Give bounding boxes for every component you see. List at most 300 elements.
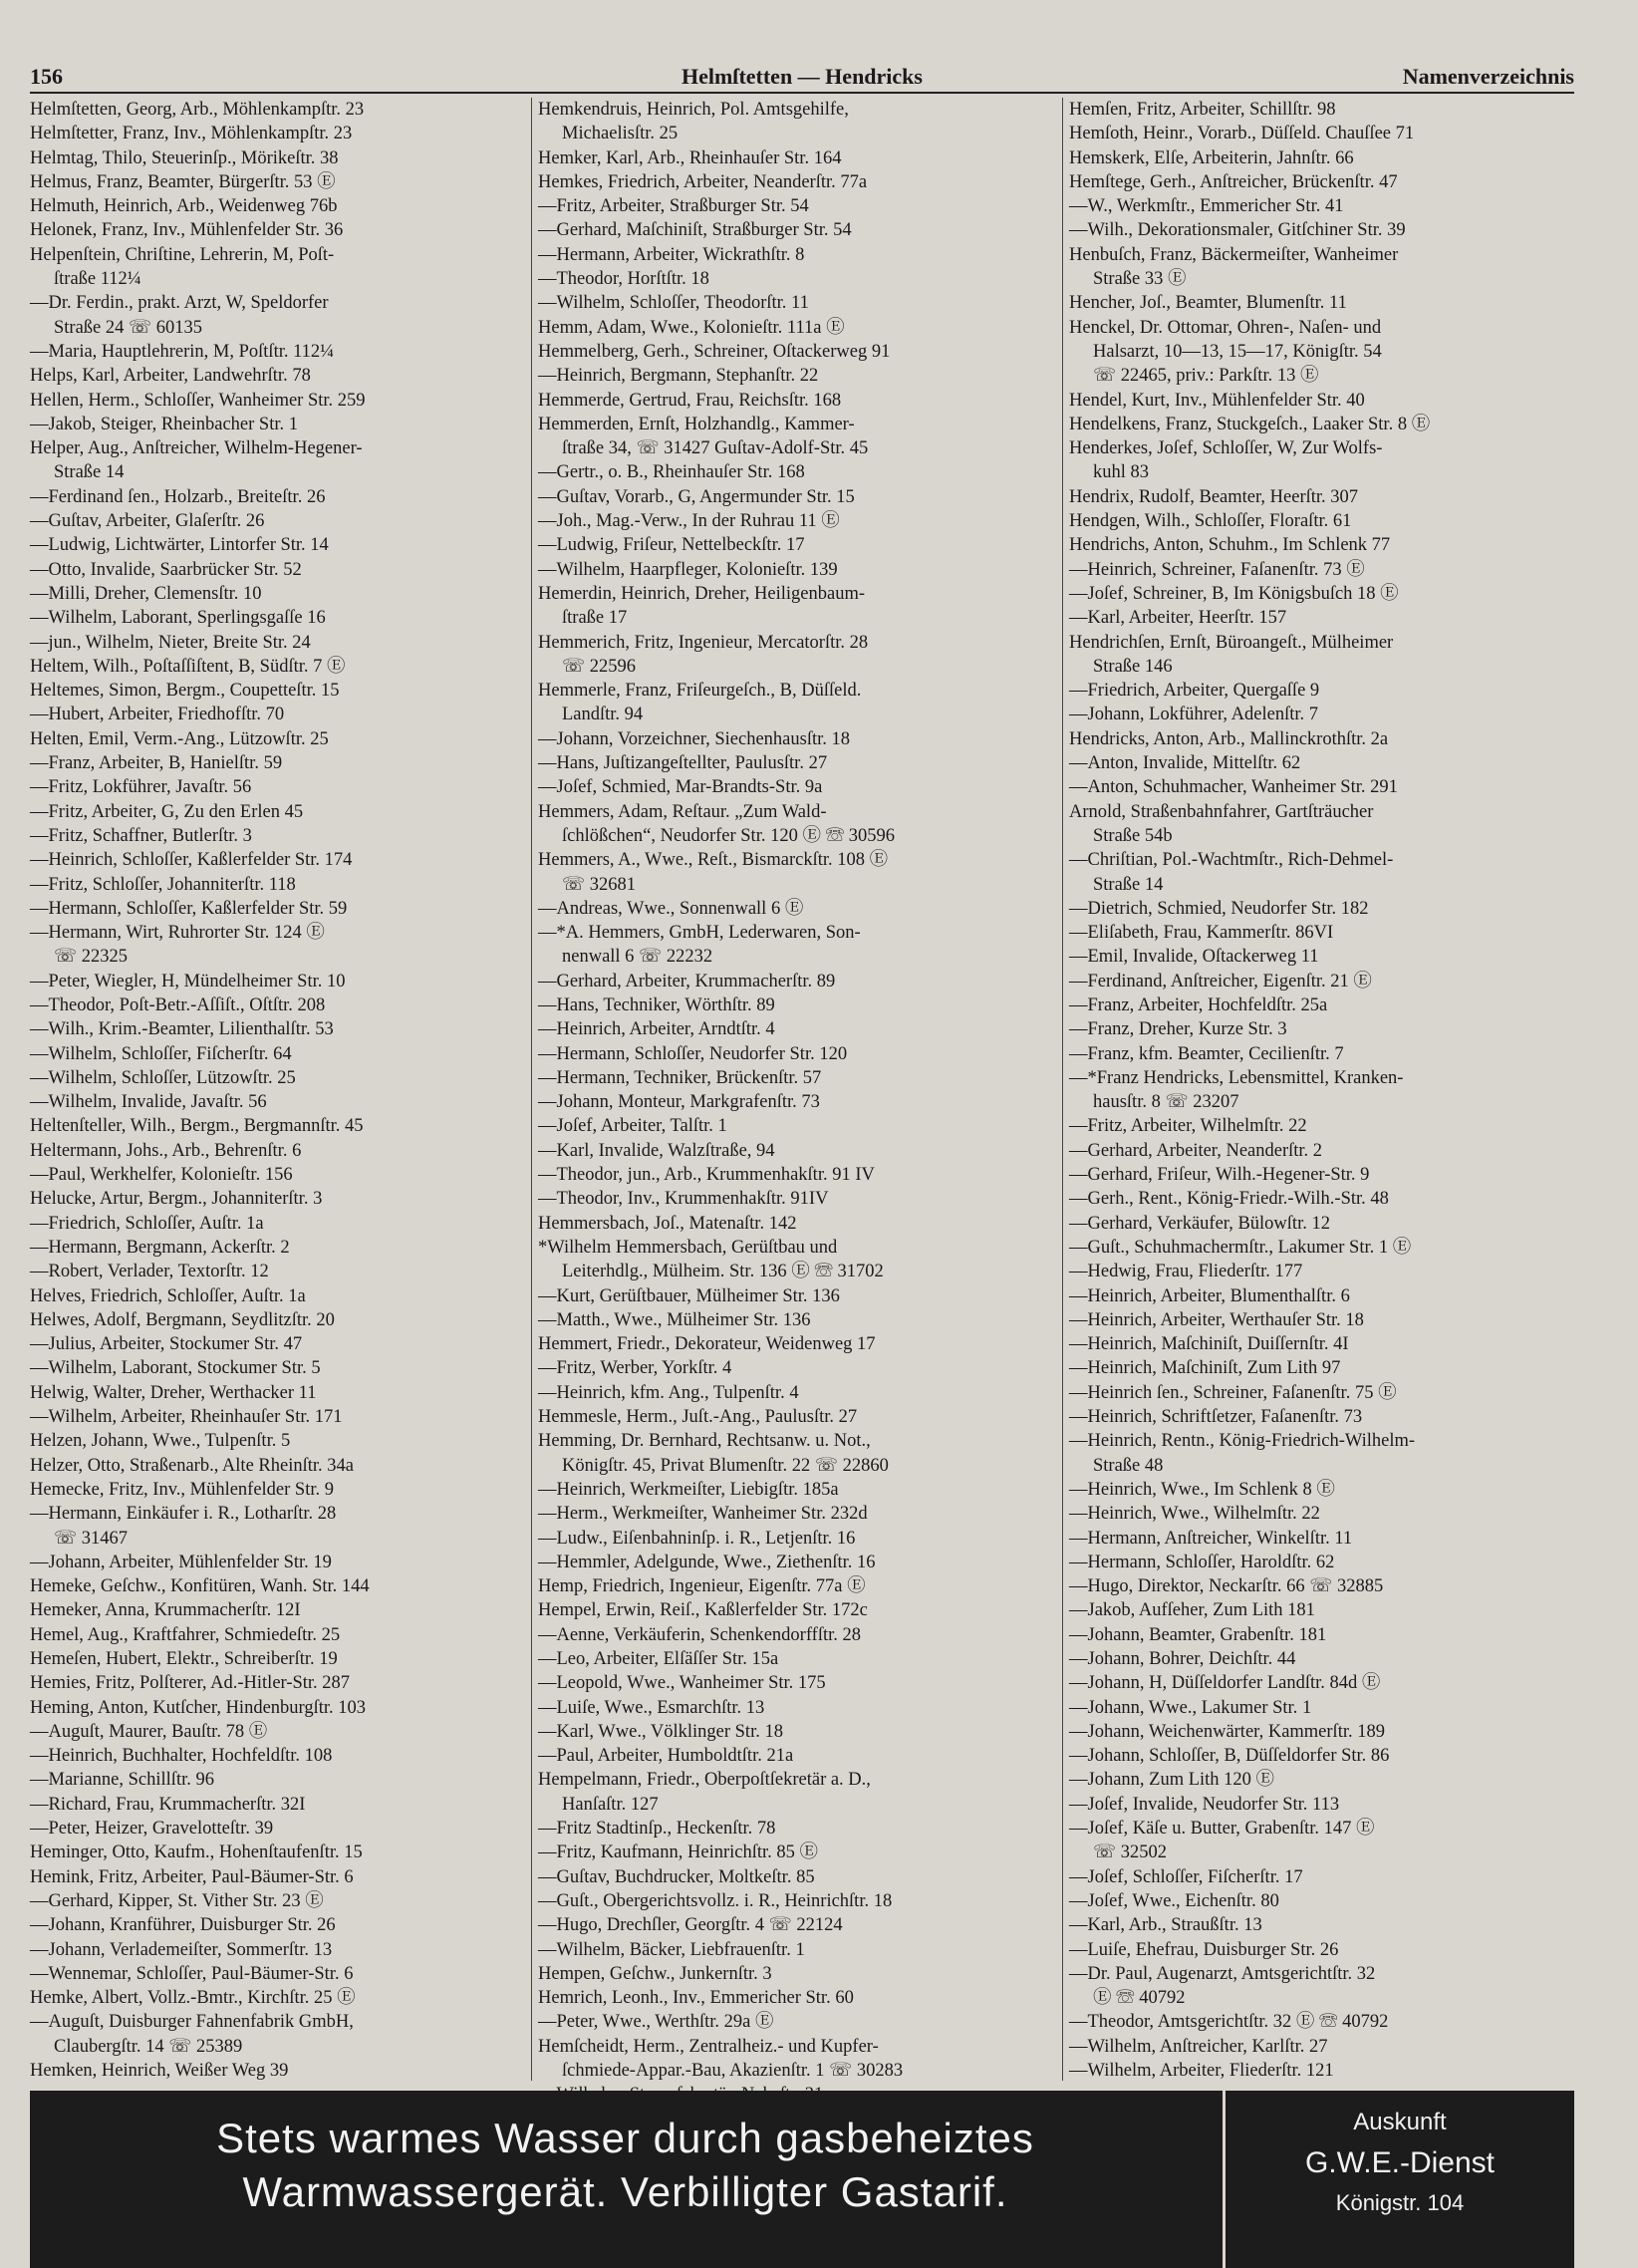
entry-continuation-line: ☏ 22325 xyxy=(54,947,129,968)
directory-entry xyxy=(538,558,1061,582)
entry-line: —Wilhelm, Arbeiter, Fliederſtr. 121 xyxy=(1069,2061,1334,2082)
directory-entry xyxy=(1069,751,1581,775)
entry-continuation-line: Claubergſtr. 14 ☏ 25389 xyxy=(54,2036,243,2057)
entry-line: —Heinrich, Wwe., Im Schlenk 8 Ⓔ xyxy=(1069,1479,1335,1500)
entry-line: —Johann, Weichenwärter, Kammerſtr. 189 xyxy=(1069,1721,1385,1742)
entry-line: —Joſef, Schreiner, B, Im Königsbuſch 18 Ⓔ xyxy=(1069,583,1399,604)
directory-entry xyxy=(1069,848,1581,897)
entry-line: —Johann, Zum Lith 120 Ⓔ xyxy=(1069,1770,1275,1791)
entry-line: —Wilhelm, Schloſſer, Lützowſtr. 25 xyxy=(30,1067,296,1088)
entry-line: —Gerhard, Verkäufer, Bülowſtr. 12 xyxy=(1069,1213,1330,1234)
entry-line: —Wilhelm, Haarpfleger, Kolonieſtr. 139 xyxy=(538,559,838,580)
running-title: Helmſtetten — Hendricks xyxy=(682,64,923,89)
directory-entry xyxy=(538,533,1061,557)
directory-entry xyxy=(30,703,523,726)
entry-line: —Kurt, Gerüſtbauer, Mülheimer Str. 136 xyxy=(538,1285,840,1306)
entry-line: —Joſef, Schmied, Mar-Brandts-Str. 9a xyxy=(538,777,823,798)
entry-line: Hemink, Fritz, Arbeiter, Paul-Bäumer-Str. 6 xyxy=(30,1866,354,1887)
directory-entry xyxy=(538,1696,1061,1720)
entry-line: —Ludwig, Friſeur, Nettelbeckſtr. 17 xyxy=(538,535,805,556)
directory-entry xyxy=(30,655,523,679)
entry-line: —Johann, Monteur, Markgrafenſtr. 73 xyxy=(538,1092,820,1113)
entry-line: —Hermann, Arbeiter, Wickrathſtr. 8 xyxy=(538,244,805,265)
directory-entry xyxy=(1069,679,1581,703)
directory-entry xyxy=(1069,1212,1581,1236)
directory-entry xyxy=(538,1551,1061,1574)
entry-continuation-line: nenwall 6 ☏ 22232 xyxy=(562,947,713,968)
directory-entry xyxy=(1069,1381,1581,1405)
directory-entry xyxy=(30,1574,523,1598)
directory-entry xyxy=(30,1720,523,1744)
entry-line: Hempel, Erwin, Reiſ., Kaßlerfelder Str. 172c xyxy=(538,1600,868,1621)
directory-entry xyxy=(538,2035,1061,2084)
entry-line: —Guſtav, Vorarb., G, Angermunder Str. 15 xyxy=(538,486,855,507)
entry-line: Heming, Anton, Kutſcher, Hindenburgſtr. 103 xyxy=(30,1697,367,1718)
directory-entry xyxy=(1069,1744,1581,1768)
directory-entry xyxy=(1069,1938,1581,1962)
directory-entry xyxy=(1069,2035,1581,2059)
entry-line: —Paul, Werkhelfer, Kolonieſtr. 156 xyxy=(30,1165,293,1186)
entry-line: Helper, Aug., Anſtreicher, Wilhelm-Hegener- xyxy=(30,438,363,459)
entry-line: Hemmesle, Herm., Juſt.-Ang., Paulusſtr. 27 xyxy=(538,1407,858,1428)
directory-entry xyxy=(538,1865,1061,1889)
directory-entry xyxy=(1069,1768,1581,1792)
entry-line: —Marianne, Schillſtr. 96 xyxy=(30,1770,214,1791)
directory-entry xyxy=(1069,146,1581,170)
entry-line: —Gerhard, Kipper, St. Vither Str. 23 Ⓔ xyxy=(30,1890,324,1911)
directory-entry xyxy=(30,1623,523,1647)
entry-continuation-line: ☏ 31467 xyxy=(54,1528,129,1549)
entry-line: —Leo, Arbeiter, Elſäſſer Str. 15a xyxy=(538,1649,779,1669)
entry-line: —Fritz, Werber, Yorkſtr. 4 xyxy=(538,1358,732,1379)
entry-line: —Karl, Arbeiter, Heerſtr. 157 xyxy=(1069,608,1287,629)
directory-entry xyxy=(30,1308,523,1332)
entry-line: Helucke, Artur, Bergm., Johanniterſtr. 3 xyxy=(30,1189,323,1210)
directory-entry xyxy=(1069,1187,1581,1211)
entry-line: Hemker, Karl, Arb., Rheinhauſer Str. 164 xyxy=(538,147,842,168)
directory-entry xyxy=(538,170,1061,194)
slogan-line-1: Stets warmes Wasser durch gasbeheiztes xyxy=(216,2115,1034,2161)
directory-entry xyxy=(1069,993,1581,1017)
entry-continuation-line: ☏ 32502 xyxy=(1093,1843,1168,1863)
directory-entry xyxy=(30,1768,523,1792)
directory-entry xyxy=(538,1574,1061,1598)
directory-entry xyxy=(538,1671,1061,1695)
entry-line: —Hermann, Schloſſer, Neudorfer Str. 120 xyxy=(538,1043,848,1064)
entry-line: Hempelmann, Friedr., Oberpoſtſekretär a. D., xyxy=(538,1770,871,1791)
directory-entry xyxy=(1069,1696,1581,1720)
directory-entry xyxy=(538,1913,1061,1937)
entry-continuation-line: ſtraße 34, ☏ 31427 Guſtav-Adolf-Str. 45 xyxy=(562,438,869,459)
directory-entry xyxy=(30,606,523,630)
directory-entry xyxy=(30,1962,523,1986)
directory-entry xyxy=(538,1841,1061,1864)
entry-line: Hemmert, Friedr., Dekorateur, Weidenweg 17 xyxy=(538,1334,876,1355)
directory-entry xyxy=(1069,1478,1581,1502)
entry-line: Hemſcheidt, Herm., Zentralheiz.- und Kupfer- xyxy=(538,2036,879,2057)
entry-line: Hemerdin, Heinrich, Dreher, Heiligenbaum- xyxy=(538,583,866,604)
entry-line: —Johann, Arbeiter, Mühlenfelder Str. 19 xyxy=(30,1552,332,1572)
entry-line: Helps, Karl, Arbeiter, Landwehrſtr. 78 xyxy=(30,366,311,387)
directory-entry xyxy=(30,1478,523,1502)
entry-line: Hendel, Kurt, Inv., Mühlenfelder Str. 40 xyxy=(1069,390,1365,411)
entry-line: Hemeker, Anna, Krummacherſtr. 12I xyxy=(30,1600,301,1621)
directory-entry xyxy=(1069,1817,1581,1865)
entry-line: —Chriſtian, Pol.-Wachtmſtr., Rich-Dehmel- xyxy=(1069,850,1394,871)
entry-line: Hendrichs, Anton, Schuhm., Im Schlenk 77 xyxy=(1069,535,1391,556)
entry-line: Henckel, Dr. Ottomar, Ohren-, Naſen- und xyxy=(1069,317,1382,338)
entry-line: —Peter, Wwe., Werthſtr. 29a Ⓔ xyxy=(538,2012,774,2033)
entry-line: *Wilhelm Hemmersbach, Gerüſtbau und xyxy=(538,1237,838,1258)
directory-entry xyxy=(1069,1527,1581,1551)
directory-entry xyxy=(30,1696,523,1720)
directory-entry xyxy=(1069,1502,1581,1526)
directory-entry xyxy=(538,1598,1061,1622)
directory-entry xyxy=(30,1090,523,1114)
directory-entry xyxy=(30,1017,523,1041)
entry-line: Hendricks, Anton, Arb., Mallinckrothſtr. 2a xyxy=(1069,728,1389,749)
entry-continuation-line: Straße 14 xyxy=(54,462,125,483)
entry-line: —Wilhelm, Anſtreicher, Karlſtr. 27 xyxy=(1069,2036,1328,2057)
directory-entry xyxy=(1069,1260,1581,1283)
entry-continuation-line: ☏ 22596 xyxy=(562,656,637,677)
entry-line: —Richard, Frau, Krummacherſtr. 32I xyxy=(30,1794,306,1815)
directory-entry xyxy=(1069,1574,1581,1598)
directory-entry xyxy=(1069,606,1581,630)
entry-line: —Gerh., Rent., König-Friedr.-Wilh.-Str. 48 xyxy=(1069,1189,1389,1210)
entry-line: —Friedrich, Arbeiter, Quergaſſe 9 xyxy=(1069,681,1320,702)
directory-entry xyxy=(538,1042,1061,1066)
directory-entry xyxy=(30,751,523,775)
directory-entry xyxy=(1069,436,1581,485)
entry-line: Hemmerle, Franz, Friſeurgeſch., B, Düſſeld. xyxy=(538,681,862,702)
entry-continuation-line: kuhl 83 xyxy=(1093,462,1150,483)
entry-line: —Fritz, Arbeiter, Straßburger Str. 54 xyxy=(538,196,809,217)
directory-entry xyxy=(538,1768,1061,1817)
directory-entry xyxy=(538,267,1061,291)
directory-entry xyxy=(1069,1889,1581,1913)
entry-line: Hemecke, Fritz, Inv., Mühlenfelder Str. 9 xyxy=(30,1479,334,1500)
entry-line: Hemke, Albert, Vollz.-Bmtr., Kirchſtr. 25 Ⓔ xyxy=(30,1988,356,2009)
directory-entry xyxy=(30,631,523,655)
directory-entry xyxy=(30,1356,523,1380)
entry-line: —Heinrich ſen., Schreiner, Faſanenſtr. 75 Ⓔ xyxy=(1069,1382,1397,1403)
directory-entry xyxy=(1069,1356,1581,1380)
entry-line: —Guſtav, Buchdrucker, Moltkeſtr. 85 xyxy=(538,1866,815,1887)
entry-continuation-line: Leiterhdlg., Mülheim. Str. 136 Ⓔ ☏ 31702 xyxy=(562,1262,884,1282)
entry-line: —Karl, Wwe., Völklinger Str. 18 xyxy=(538,1721,783,1742)
directory-entry xyxy=(1069,2059,1581,2083)
entry-line: —Hermann, Einkäufer i. R., Lotharſtr. 28 xyxy=(30,1504,337,1525)
directory-entry xyxy=(30,436,523,485)
directory-entry xyxy=(30,1212,523,1236)
directory-entry xyxy=(1069,218,1581,242)
section-title: Namenverzeichnis xyxy=(1402,64,1574,89)
directory-entry xyxy=(30,1502,523,1551)
directory-entry xyxy=(1069,533,1581,557)
directory-entry xyxy=(30,1405,523,1429)
directory-entry xyxy=(30,1671,523,1695)
directory-entry xyxy=(538,1962,1061,1986)
directory-entry xyxy=(30,1163,523,1187)
directory-entry xyxy=(1069,389,1581,413)
entry-line: —Heinrich, Maſchiniſt, Zum Lith 97 xyxy=(1069,1358,1341,1379)
entry-line: —Johann, Wwe., Lakumer Str. 1 xyxy=(1069,1697,1312,1718)
entry-line: Heminger, Otto, Kaufm., Hohenſtaufenſtr. 15 xyxy=(30,1843,363,1863)
entry-line: —Fritz Stadtinſp., Heckenſtr. 78 xyxy=(538,1819,776,1840)
directory-entry xyxy=(538,1429,1061,1478)
entry-line: —Wilhelm, Schloſſer, Theodorſtr. 11 xyxy=(538,293,809,314)
entry-line: Helzer, Otto, Straßenarb., Alte Rheinſtr. 34a xyxy=(30,1455,354,1476)
directory-entry xyxy=(538,1405,1061,1429)
directory-entry xyxy=(1069,703,1581,726)
directory-entry xyxy=(30,1429,523,1453)
entry-continuation-line: ſtraße 112¼ xyxy=(54,269,141,290)
entry-line: —Theodor, Inv., Krummenhakſtr. 91IV xyxy=(538,1189,829,1210)
entry-line: —Gerhard, Maſchiniſt, Straßburger Str. 54 xyxy=(538,220,852,241)
entry-line: —Joh., Mag.-Verw., In der Ruhrau 11 Ⓔ xyxy=(538,511,840,532)
info-title: Auskunft xyxy=(1353,2109,1447,2135)
entry-line: Hendelkens, Franz, Stuckgeſch., Laaker Str. 8 Ⓔ xyxy=(1069,414,1431,434)
entry-line: Hemmerden, Ernſt, Holzhandlg., Kammer- xyxy=(538,414,855,434)
directory-entry xyxy=(538,1889,1061,1913)
entry-line: —Hugo, Direktor, Neckarſtr. 66 ☏ 32885 xyxy=(1069,1576,1384,1597)
directory-entry xyxy=(30,727,523,751)
entry-line: —Guſt., Schuhmachermſtr., Lakumer Str. 1 Ⓔ xyxy=(1069,1237,1412,1258)
directory-entry xyxy=(538,460,1061,484)
directory-entry xyxy=(538,1478,1061,1502)
entry-line: —Maria, Hauptlehrerin, M, Poſtſtr. 112¼ xyxy=(30,341,335,362)
directory-entry xyxy=(1069,775,1581,799)
entry-line: —Johann, Schloſſer, B, Düſſeldorfer Str. 86 xyxy=(1069,1746,1390,1767)
entry-line: Hemskerk, Elſe, Arbeiterin, Jahnſtr. 66 xyxy=(1069,147,1354,168)
entry-line: Helmus, Franz, Beamter, Bürgerſtr. 53 Ⓔ xyxy=(30,171,336,192)
directory-entry xyxy=(538,1356,1061,1380)
entry-line: Hendgen, Wilh., Schloſſer, Floraſtr. 61 xyxy=(1069,511,1352,532)
advertisement-banner xyxy=(30,2091,1574,2268)
directory-entry xyxy=(30,413,523,436)
entry-line: —Karl, Invalide, Walzſtraße, 94 xyxy=(538,1140,775,1161)
entry-line: —Theodor, Amtsgerichtſtr. 32 Ⓔ ☏ 40792 xyxy=(1069,2012,1389,2033)
entry-line: —Otto, Invalide, Saarbrücker Str. 52 xyxy=(30,559,302,580)
entry-continuation-line: Straße 54b xyxy=(1093,825,1173,846)
entry-line: —Johann, H, Düſſeldorfer Landſtr. 84d Ⓔ xyxy=(1069,1673,1381,1694)
directory-entry xyxy=(30,1889,523,1913)
directory-entry xyxy=(1069,1671,1581,1695)
entry-line: —jun., Wilhelm, Nieter, Breite Str. 24 xyxy=(30,632,311,653)
entry-line: —Dr. Paul, Augenarzt, Amtsgerichtſtr. 32 xyxy=(1069,1963,1376,1984)
directory-entry xyxy=(1069,800,1581,849)
directory-entry xyxy=(30,1332,523,1356)
directory-entry xyxy=(30,2010,523,2059)
directory-entry xyxy=(1069,1865,1581,1889)
directory-entry xyxy=(30,993,523,1017)
entry-line: Helmſtetter, Franz, Inv., Möhlenkampſtr. 23 xyxy=(30,124,353,144)
directory-entry xyxy=(30,582,523,606)
entry-line: —Heinrich, Buchhalter, Hochfeldſtr. 108 xyxy=(30,1746,333,1767)
entry-line: —Andreas, Wwe., Sonnenwall 6 Ⓔ xyxy=(538,898,804,919)
entry-line: —Paul, Arbeiter, Humboldtſtr. 21a xyxy=(538,1746,794,1767)
entry-line: —Joſef, Invalide, Neudorfer Str. 113 xyxy=(1069,1794,1340,1815)
entry-line: Hemſen, Fritz, Arbeiter, Schillſtr. 98 xyxy=(1069,100,1336,120)
entry-line: —Joſef, Käſe u. Butter, Grabenſtr. 147 Ⓔ xyxy=(1069,1819,1375,1840)
entry-line: —Heinrich, Schriftſetzer, Faſanenſtr. 73 xyxy=(1069,1407,1363,1428)
directory-entry xyxy=(1069,1332,1581,1356)
directory-entry xyxy=(30,1817,523,1841)
directory-entry xyxy=(1069,727,1581,751)
entry-continuation-line: Ⓔ ☏ 40792 xyxy=(1093,1988,1186,2009)
entry-line: Helpenſtein, Chriſtine, Lehrerin, M, Poſt- xyxy=(30,244,335,265)
directory-entry xyxy=(30,970,523,993)
directory-entry xyxy=(30,533,523,557)
directory-entry xyxy=(1069,98,1581,122)
entry-line: —Emil, Invalide, Oſtackerweg 11 xyxy=(1069,947,1319,968)
directory-entry xyxy=(538,1817,1061,1841)
directory-entry xyxy=(538,582,1061,631)
entry-line: Hendrichſen, Ernſt, Büroangeſt., Mülheimer xyxy=(1069,632,1394,653)
entry-line: —Theodor, Horſtſtr. 18 xyxy=(538,269,709,290)
directory-entry xyxy=(1069,1913,1581,1937)
directory-entry xyxy=(1069,1598,1581,1622)
entry-continuation-line: ☏ 32681 xyxy=(562,874,637,895)
entry-line: —Dietrich, Schmied, Neudorfer Str. 182 xyxy=(1069,898,1369,919)
entry-line: Helmſtetten, Georg, Arb., Möhlenkampſtr. 23 xyxy=(30,100,365,120)
directory-entry xyxy=(1069,2010,1581,2034)
entry-line: Hempen, Geſchw., Junkernſtr. 3 xyxy=(538,1963,772,1984)
entry-line: —Johann, Kranführer, Duisburger Str. 26 xyxy=(30,1915,336,1936)
entry-line: —Guſtav, Arbeiter, Glaſerſtr. 26 xyxy=(30,511,265,532)
entry-line: Helwes, Adolf, Bergmann, Seydlitzſtr. 20 xyxy=(30,1309,335,1330)
directory-entry xyxy=(30,1381,523,1405)
directory-entry xyxy=(30,679,523,703)
directory-entry xyxy=(538,146,1061,170)
entry-line: —Joſef, Wwe., Eichenſtr. 80 xyxy=(1069,1890,1279,1911)
directory-entry xyxy=(1069,1720,1581,1744)
entry-line: —Heinrich, Schloſſer, Kaßlerfelder Str. 174 xyxy=(30,850,353,871)
directory-entry xyxy=(538,1187,1061,1211)
entry-line: —Wilhelm, Laborant, Stockumer Str. 5 xyxy=(30,1358,321,1379)
entry-line: —Franz, Arbeiter, B, Hanielſtr. 59 xyxy=(30,753,283,774)
directory-entry xyxy=(30,340,523,364)
entry-line: —Julius, Arbeiter, Stockumer Str. 47 xyxy=(30,1334,303,1355)
directory-entry xyxy=(1069,582,1581,606)
entry-line: —Hans, Techniker, Wörthſtr. 89 xyxy=(538,994,775,1015)
directory-entry xyxy=(1069,485,1581,509)
page-number: 156 xyxy=(30,64,63,89)
directory-entry xyxy=(1069,194,1581,218)
directory-entry xyxy=(30,2059,523,2083)
entry-continuation-line: Hanſaſtr. 127 xyxy=(562,1794,659,1815)
entry-line: —Hubert, Arbeiter, Friedhofſtr. 70 xyxy=(30,705,285,725)
directory-entry xyxy=(538,1744,1061,1768)
directory-entry xyxy=(1069,1163,1581,1187)
entry-line: —Johann, Lokführer, Adelenſtr. 7 xyxy=(1069,705,1318,725)
directory-entry xyxy=(538,679,1061,727)
directory-entry xyxy=(538,98,1061,146)
entry-line: Henderkes, Joſef, Schloſſer, W, Zur Wolfs- xyxy=(1069,438,1383,459)
entry-line: Hemeke, Geſchw., Konfitüren, Wanh. Str. 144 xyxy=(30,1576,370,1597)
entry-line: Hemkendruis, Heinrich, Pol. Amtsgehilfe, xyxy=(538,100,849,120)
entry-line: Hemſtege, Gerh., Anſtreicher, Brückenſtr. 47 xyxy=(1069,171,1398,192)
directory-entry xyxy=(30,194,523,218)
directory-entry xyxy=(30,775,523,799)
entry-line: Hemmersbach, Joſ., Matenaſtr. 142 xyxy=(538,1213,797,1234)
directory-entry xyxy=(30,389,523,413)
directory-entry xyxy=(30,1841,523,1864)
entry-line: Hemkes, Friedrich, Arbeiter, Neanderſtr. 77a xyxy=(538,171,868,192)
directory-entry xyxy=(538,1139,1061,1163)
entry-continuation-line: Straße 146 xyxy=(1093,656,1173,677)
entry-line: Helwig, Walter, Dreher, Werthacker 11 xyxy=(30,1382,317,1403)
entry-line: —Hedwig, Frau, Fliederſtr. 177 xyxy=(1069,1262,1303,1282)
entry-line: Heltermann, Johs., Arb., Behrenſtr. 6 xyxy=(30,1140,302,1161)
entry-line: —Franz, Dreher, Kurze Str. 3 xyxy=(1069,1019,1287,1040)
entry-line: —Heinrich, Wwe., Wilhelmſtr. 22 xyxy=(1069,1504,1320,1525)
entry-line: —Gertr., o. B., Rheinhauſer Str. 168 xyxy=(538,462,805,483)
directory-entry xyxy=(538,413,1061,461)
entry-line: Helten, Emil, Verm.-Ang., Lützowſtr. 25 xyxy=(30,728,329,749)
entry-line: —Ludw., Eiſenbahninſp. i. R., Letjenſtr. 16 xyxy=(538,1528,856,1549)
directory-entry xyxy=(538,389,1061,413)
directory-entry xyxy=(30,1938,523,1962)
directory-entry xyxy=(538,1332,1061,1356)
entry-line: —Robert, Verlader, Textorſtr. 12 xyxy=(30,1262,269,1282)
entry-line: —Gerhard, Friſeur, Wilh.-Hegener-Str. 9 xyxy=(1069,1165,1370,1186)
entry-line: Hemp, Friedrich, Ingenieur, Eigenſtr. 77a Ⓔ xyxy=(538,1576,866,1597)
directory-entry xyxy=(538,291,1061,315)
entry-line: —Peter, Heizer, Gravelotteſtr. 39 xyxy=(30,1819,274,1840)
directory-entry xyxy=(1069,558,1581,582)
directory-entry xyxy=(1069,1308,1581,1332)
directory-entry xyxy=(538,848,1061,897)
directory-entry xyxy=(1069,1647,1581,1671)
directory-entry xyxy=(30,1042,523,1066)
directory-entry xyxy=(538,243,1061,267)
advertisement-slogan xyxy=(30,2091,1221,2268)
page-header xyxy=(30,60,1574,94)
entry-line: Hemmerich, Fritz, Ingenieur, Mercatorſtr. 28 xyxy=(538,632,869,653)
entry-line: Hemming, Dr. Bernhard, Rechtsanw. u. Not., xyxy=(538,1431,871,1452)
entry-line: —Anton, Schuhmacher, Wanheimer Str. 291 xyxy=(1069,777,1398,798)
directory-entry xyxy=(538,509,1061,533)
entry-line: —Aenne, Verkäuferin, Schenkendorffſtr. 28 xyxy=(538,1624,862,1645)
directory-entry xyxy=(30,1598,523,1622)
entry-line: Heltenſteller, Wilh., Bergm., Bergmannſtr. 45 xyxy=(30,1116,364,1137)
entry-continuation-line: Königſtr. 45, Privat Blumenſtr. 22 ☏ 22860 xyxy=(562,1455,889,1476)
entry-line: —Hemmler, Adelgunde, Wwe., Ziethenſtr. 16 xyxy=(538,1552,876,1572)
directory-entry xyxy=(538,921,1061,970)
entry-line: —Wennemar, Schloſſer, Paul-Bäumer-Str. 6 xyxy=(30,1963,354,1984)
entry-line: —Dr. Ferdin., prakt. Arzt, W, Speldorfer xyxy=(30,293,329,314)
directory-entry xyxy=(30,897,523,921)
directory-entry xyxy=(538,1163,1061,1187)
directory-entry xyxy=(1069,921,1581,945)
entry-line: Hemſoth, Heinr., Vorarb., Düſſeld. Chauſſee 71 xyxy=(1069,124,1415,144)
directory-column-3 xyxy=(1062,98,1581,2081)
directory-entry xyxy=(1069,243,1581,292)
entry-line: Henbuſch, Franz, Bäckermeiſter, Wanheimer xyxy=(1069,244,1399,265)
entry-continuation-line: hausſtr. 8 ☏ 23207 xyxy=(1093,1092,1239,1113)
entry-line: —Franz, Arbeiter, Hochfeldſtr. 25a xyxy=(1069,994,1328,1015)
entry-line: —Fritz, Schloſſer, Johanniterſtr. 118 xyxy=(30,874,296,895)
directory-entry xyxy=(30,218,523,242)
entry-continuation-line: Straße 48 xyxy=(1093,1455,1164,1476)
directory-entry xyxy=(538,1090,1061,1114)
entry-line: —Wilhelm, Laborant, Sperlingsgaſſe 16 xyxy=(30,608,326,629)
entry-line: —Johann, Bohrer, Deichſtr. 44 xyxy=(1069,1649,1296,1669)
entry-line: —Theodor, jun., Arb., Krummenhakſtr. 91 IV xyxy=(538,1165,875,1186)
entry-line: —Luiſe, Wwe., Esmarchſtr. 13 xyxy=(538,1697,765,1718)
